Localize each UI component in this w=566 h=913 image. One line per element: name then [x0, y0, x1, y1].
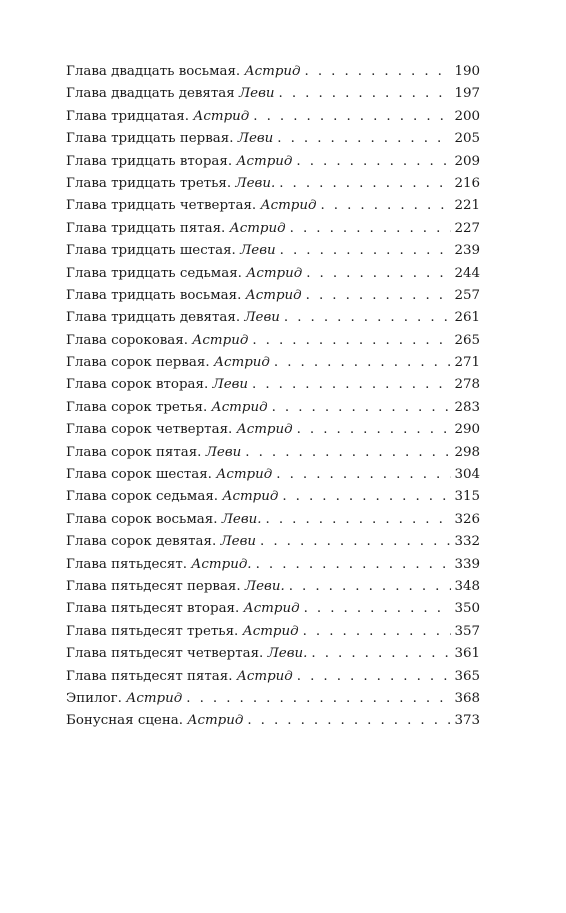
page-number: 257	[454, 287, 480, 303]
toc-entry	[66, 688, 480, 710]
chapter-narrator: Астрид	[192, 332, 249, 348]
dot-leader	[297, 419, 452, 441]
chapter-title: Глава пятьдесят вторая.	[66, 601, 240, 617]
toc-entry	[66, 128, 480, 150]
chapter-title: Глава сорок первая.	[66, 355, 210, 371]
toc-entry	[66, 61, 480, 83]
page-number: 200	[454, 108, 480, 124]
dot-leader	[266, 509, 452, 531]
chapter-title: Глава сорок пятая.	[66, 444, 202, 460]
chapter-narrator: Леви	[205, 444, 242, 460]
toc-entry	[66, 330, 480, 352]
toc-entry	[66, 442, 480, 464]
toc-entry	[66, 598, 480, 620]
page-number: 361	[454, 646, 480, 662]
page-number: 373	[454, 713, 480, 729]
chapter-title: Глава тридцать пятая.	[66, 220, 226, 236]
chapter-title: Глава тридцать третья.	[66, 175, 232, 191]
chapter-narrator: Астрид	[243, 601, 300, 617]
page-number: 239	[454, 243, 480, 259]
chapter-title: Эпилог.	[66, 690, 122, 706]
chapter-title: Глава пятьдесят.	[66, 556, 187, 572]
dot-leader	[280, 240, 452, 262]
page-number: 244	[454, 265, 480, 281]
chapter-title: Глава пятьдесят четвертая.	[66, 646, 264, 662]
chapter-narrator: Астрид	[245, 287, 302, 303]
page-number: 304	[454, 467, 480, 483]
page-number: 315	[454, 489, 480, 505]
dot-leader	[245, 442, 451, 464]
dot-leader	[296, 151, 451, 173]
chapter-title: Глава сорок третья.	[66, 399, 208, 415]
dot-leader	[279, 83, 452, 105]
chapter-title: Глава сорок шестая.	[66, 467, 212, 483]
toc-entry	[66, 509, 480, 531]
chapter-narrator: Астрид	[126, 690, 183, 706]
chapter-narrator: Астрид	[187, 713, 244, 729]
table-of-contents	[66, 61, 480, 733]
dot-leader	[289, 576, 452, 598]
toc-entry	[66, 419, 480, 441]
toc-entry	[66, 576, 480, 598]
toc-entry	[66, 666, 480, 688]
toc-entry	[66, 531, 480, 553]
chapter-narrator: Леви.	[267, 646, 308, 662]
chapter-narrator: Астрид.	[191, 556, 252, 572]
chapter-narrator: Астрид	[260, 198, 317, 214]
page-number: 339	[454, 556, 480, 572]
dot-leader	[306, 263, 451, 285]
chapter-narrator: Астрид	[222, 489, 279, 505]
chapter-narrator: Астрид	[193, 108, 250, 124]
chapter-narrator: Леви.	[235, 175, 276, 191]
chapter-narrator: Леви.	[221, 511, 262, 527]
chapter-title: Глава тридцать первая.	[66, 131, 234, 147]
page-number: 290	[454, 422, 480, 438]
chapter-title: Глава тридцать девятая.	[66, 310, 241, 326]
chapter-title: Бонусная сцена.	[66, 713, 184, 729]
toc-entry	[66, 263, 480, 285]
chapter-title: Глава двадцать девятая	[66, 86, 235, 102]
toc-entry	[66, 464, 480, 486]
chapter-narrator: Астрид	[213, 355, 270, 371]
page-number: 265	[454, 332, 480, 348]
chapter-title: Глава сорок седьмая.	[66, 489, 219, 505]
chapter-title: Глава сорок четвертая.	[66, 422, 233, 438]
toc-entry	[66, 240, 480, 262]
page-number: 261	[454, 310, 480, 326]
chapter-title: Глава тридцать четвертая.	[66, 198, 257, 214]
chapter-narrator: Леви.	[244, 578, 285, 594]
dot-leader	[304, 598, 452, 620]
chapter-narrator: Астрид	[236, 422, 293, 438]
dot-leader	[252, 374, 451, 396]
dot-leader	[247, 710, 451, 732]
chapter-narrator: Леви	[237, 131, 274, 147]
dot-leader	[274, 352, 452, 374]
dot-leader	[282, 486, 451, 508]
chapter-title: Глава пятьдесят первая.	[66, 578, 241, 594]
toc-entry	[66, 710, 480, 732]
dot-leader	[284, 307, 452, 329]
chapter-narrator: Леви	[240, 243, 276, 259]
page-number: 283	[454, 399, 480, 415]
chapter-title: Глава пятьдесят третья.	[66, 623, 239, 639]
chapter-title: Глава тридцать шестая.	[66, 243, 236, 259]
dot-leader	[306, 285, 452, 307]
page-number: 350	[454, 601, 480, 617]
toc-entry	[66, 218, 480, 240]
chapter-narrator: Леви	[220, 534, 257, 550]
toc-entry	[66, 106, 480, 128]
toc-entry	[66, 397, 480, 419]
chapter-narrator: Леви	[238, 86, 275, 102]
page-number: 348	[454, 578, 480, 594]
chapter-narrator: Астрид	[211, 399, 268, 415]
chapter-title: Глава сорок восьмая.	[66, 511, 218, 527]
chapter-narrator: Астрид	[236, 153, 293, 169]
dot-leader	[303, 621, 452, 643]
toc-entry	[66, 173, 480, 195]
toc-entry	[66, 352, 480, 374]
toc-entry	[66, 83, 480, 105]
dot-leader	[311, 643, 451, 665]
page-number: 227	[454, 220, 480, 236]
page-number: 216	[454, 175, 480, 191]
page-number: 197	[454, 86, 480, 102]
dot-leader	[272, 397, 452, 419]
chapter-narrator: Астрид	[236, 668, 293, 684]
page-number: 368	[454, 690, 480, 706]
chapter-title: Глава тридцать седьмая.	[66, 265, 242, 281]
page-number: 332	[454, 534, 480, 550]
dot-leader	[253, 106, 451, 128]
page-number: 205	[454, 131, 480, 147]
dot-leader	[252, 330, 451, 352]
dot-leader	[186, 688, 451, 710]
toc-entry	[66, 195, 480, 217]
dot-leader	[320, 195, 451, 217]
chapter-title: Глава сорок вторая.	[66, 377, 209, 393]
toc-entry	[66, 621, 480, 643]
toc-entry	[66, 307, 480, 329]
dot-leader	[260, 531, 451, 553]
chapter-narrator: Астрид	[244, 64, 301, 79]
chapter-title: Глава тридцатая.	[66, 108, 189, 124]
toc-entry	[66, 486, 480, 508]
page-number: 278	[454, 377, 480, 393]
dot-leader	[290, 218, 452, 240]
chapter-narrator: Астрид	[216, 467, 273, 483]
chapter-narrator: Астрид	[229, 220, 286, 236]
chapter-narrator: Леви	[212, 377, 249, 393]
toc-entry	[66, 285, 480, 307]
toc-entry	[66, 151, 480, 173]
chapter-title: Глава тридцать вторая.	[66, 153, 233, 169]
chapter-title: Глава сороковая.	[66, 332, 188, 348]
chapter-narrator: Астрид	[242, 623, 299, 639]
dot-leader	[305, 61, 452, 83]
dot-leader	[276, 464, 451, 486]
toc-entry	[66, 643, 480, 665]
dot-leader	[297, 666, 452, 688]
dot-leader	[279, 173, 451, 195]
toc-entry	[66, 374, 480, 396]
page-number: 271	[454, 355, 480, 371]
dot-leader	[277, 128, 451, 150]
page-number: 298	[454, 444, 480, 460]
page-number: 209	[454, 153, 480, 169]
toc-entry	[66, 554, 480, 576]
page-number: 357	[454, 623, 480, 639]
page-number: 221	[454, 198, 480, 214]
page-number: 190	[454, 64, 480, 79]
page-number: 326	[454, 511, 480, 527]
chapter-title: Глава тридцать восьмая.	[66, 287, 242, 303]
chapter-title: Глава сорок девятая.	[66, 534, 217, 550]
dot-leader	[256, 554, 452, 576]
chapter-narrator: Леви	[244, 310, 280, 326]
page-number: 365	[454, 668, 480, 684]
chapter-title: Глава пятьдесят пятая.	[66, 668, 233, 684]
chapter-narrator: Астрид	[246, 265, 303, 281]
chapter-title: Глава двадцать восьмая.	[66, 64, 241, 79]
